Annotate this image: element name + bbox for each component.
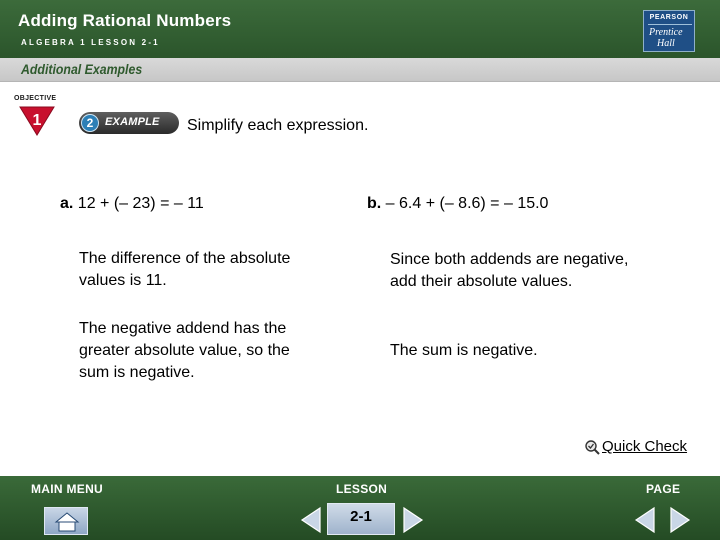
objective-label: OBJECTIVE [14,95,57,102]
explanation-line: sum is negative. [79,364,195,381]
problem-b [367,195,548,213]
problem-a-explanation-2 [79,318,290,384]
main-menu-label: MAIN MENU [31,482,104,496]
explanation-line: The difference of the absolute [79,250,291,267]
logo-divider [648,24,692,25]
problem-b-letter: b. [367,195,382,212]
instruction-text: Simplify each expression. [187,117,369,134]
arrow-left-icon [302,508,320,532]
arrow-right-icon [671,508,689,532]
logo-line-1: Prentice [649,27,683,38]
explanation-line: The negative addend has the [79,320,287,337]
objective-shield-icon [14,95,64,141]
example-badge [79,112,179,134]
page-label: PAGE [646,482,681,496]
lesson-subtitle: ALGEBRA 1 LESSON 2-1 [21,38,160,47]
page-title: Adding Rational Numbers [18,11,232,30]
section-bar [0,58,720,82]
explanation-line: Since both addends are negative, [390,251,629,268]
previous-page-button[interactable] [632,505,658,535]
next-lesson-button[interactable] [400,505,426,535]
explanation-line: add their absolute values. [390,273,573,290]
magnifier-check-icon [584,439,600,455]
header-bar [0,0,720,58]
example-number: 2 [81,114,99,132]
problem-b-explanation-1 [390,249,628,293]
quick-check-label[interactable]: Quick Check [602,438,688,455]
logo-line-2: Hall [657,38,675,49]
next-page-button[interactable] [667,505,693,535]
previous-lesson-button[interactable] [298,505,324,535]
publisher-logo [643,10,695,52]
explanation-line: values is 11. [79,272,167,289]
arrow-right-icon [404,508,422,532]
arrow-left-icon [636,508,654,532]
problem-a-letter: a. [60,195,74,212]
objective-badge [14,95,64,141]
logo-brand: PEARSON [649,14,689,21]
main-menu-button[interactable] [44,507,88,535]
explanation-line: The sum is negative. [390,342,538,359]
section-label: Additional Examples [21,61,143,77]
problem-b-explanation-2 [390,340,538,362]
lesson-number-button[interactable] [327,503,395,535]
problem-a [60,195,204,213]
lesson-label: LESSON [336,482,388,496]
example-label: EXAMPLE [105,116,160,128]
lesson-number: 2-1 [350,508,372,525]
home-icon [45,508,89,536]
problem-b-expression: – 6.4 + (– 8.6) = – 15.0 [385,195,549,212]
explanation-line: greater absolute value, so the [79,342,290,359]
problem-a-explanation-1 [79,248,290,292]
objective-number: 1 [32,112,42,129]
problem-a-expression: 12 + (– 23) = – 11 [77,195,204,212]
